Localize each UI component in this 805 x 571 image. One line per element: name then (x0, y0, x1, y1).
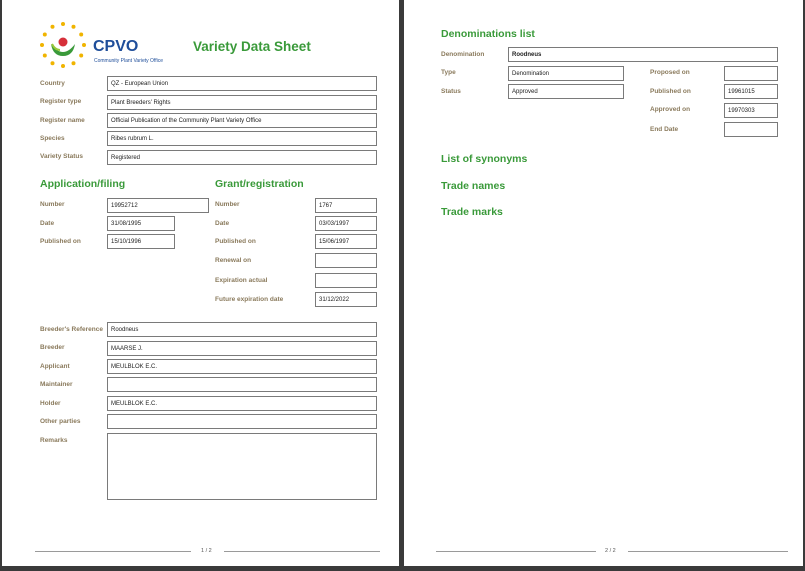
status-label: Status (441, 88, 461, 95)
trade-names-heading: Trade names (441, 180, 506, 192)
application-number-label: Number (40, 201, 65, 208)
grant-heading: Grant/registration (215, 178, 304, 190)
application-published-label: Published on (40, 238, 81, 245)
variety-status-label: Variety Status (40, 153, 83, 160)
grant-published-field[interactable]: 15/06/1997 (315, 234, 377, 249)
renewal-field[interactable] (315, 253, 377, 268)
other-parties-field[interactable] (107, 414, 377, 429)
holder-field[interactable]: MEULBLOK E.C. (107, 396, 377, 411)
grant-date-label: Date (215, 220, 230, 227)
denomination-label: Denomination (441, 51, 485, 58)
proposed-on-label: Proposed on (650, 69, 690, 76)
grant-published-label: Published on (215, 238, 256, 245)
type-label: Type (441, 69, 456, 76)
page-number: 1 / 2 (201, 548, 212, 554)
logo-subtitle: Community Plant Variety Office (94, 58, 164, 64)
denominations-heading: Denominations list (441, 28, 535, 40)
footer-line-right (628, 551, 788, 552)
approved-on-label: Approved on (650, 106, 691, 113)
grant-number-label: Number (215, 201, 240, 208)
application-published-field[interactable]: 15/10/1996 (107, 234, 175, 249)
other-parties-label: Other parties (40, 418, 81, 425)
species-field[interactable]: Ribes rubrum L. (107, 131, 377, 146)
remarks-field[interactable] (107, 433, 377, 500)
page-title: Variety Data Sheet (193, 39, 311, 54)
logo-name: CPVO (93, 38, 139, 55)
page-2 (404, 0, 803, 566)
country-label: Country (40, 80, 65, 87)
variety-status-field[interactable]: Registered (107, 150, 377, 165)
type-field[interactable]: Denomination (508, 66, 624, 81)
breeders-reference-label: Breeder's Reference (40, 326, 103, 333)
published-on-label: Published on (650, 88, 691, 95)
synonyms-heading: List of synonyms (441, 153, 528, 165)
denomination-field[interactable]: Roodneus (508, 47, 778, 62)
remarks-label: Remarks (40, 437, 68, 444)
proposed-on-field[interactable] (724, 66, 778, 81)
eu-stars-icon (38, 20, 88, 70)
future-expiration-label: Future expiration date (215, 296, 284, 303)
breeder-field[interactable]: MAARSE J. (107, 341, 377, 356)
application-date-label: Date (40, 220, 55, 227)
page-number: 2 / 2 (605, 548, 616, 554)
holder-label: Holder (40, 400, 61, 407)
country-field[interactable]: QZ - European Union (107, 76, 377, 91)
applicant-label: Applicant (40, 363, 70, 370)
register-type-label: Register type (40, 98, 82, 105)
approved-on-field[interactable]: 19970303 (724, 103, 778, 118)
application-number-field[interactable]: 19952712 (107, 198, 209, 213)
end-date-field[interactable] (724, 122, 778, 137)
renewal-label: Renewal on (215, 257, 252, 264)
footer-line-left (35, 551, 191, 552)
end-date-label: End Date (650, 126, 679, 133)
application-heading: Application/filing (40, 178, 126, 190)
applicant-field[interactable]: MEULBLOK E.C. (107, 359, 377, 374)
register-type-field[interactable]: Plant Breeders' Rights (107, 95, 377, 110)
footer-line-right (224, 551, 380, 552)
maintainer-label: Maintainer (40, 381, 73, 388)
trade-marks-heading: Trade marks (441, 206, 503, 218)
footer-line-left (436, 551, 596, 552)
future-expiration-field[interactable]: 31/12/2022 (315, 292, 377, 307)
grant-date-field[interactable]: 03/03/1997 (315, 216, 377, 231)
cpvo-logo (38, 20, 178, 70)
breeder-label: Breeder (40, 344, 65, 351)
maintainer-field[interactable] (107, 377, 377, 392)
published-on-field[interactable]: 19961015 (724, 84, 778, 99)
species-label: Species (40, 135, 65, 142)
status-field[interactable]: Approved (508, 84, 624, 99)
application-date-field[interactable]: 31/08/1995 (107, 216, 175, 231)
page-1 (2, 0, 399, 566)
grant-number-field[interactable]: 1767 (315, 198, 377, 213)
register-name-field[interactable]: Official Publication of the Community Plant Variety Office (107, 113, 377, 128)
expiration-actual-label: Expiration actual (215, 277, 268, 284)
expiration-actual-field[interactable] (315, 273, 377, 288)
register-name-label: Register name (40, 117, 85, 124)
breeders-reference-field[interactable]: Roodneus (107, 322, 377, 337)
